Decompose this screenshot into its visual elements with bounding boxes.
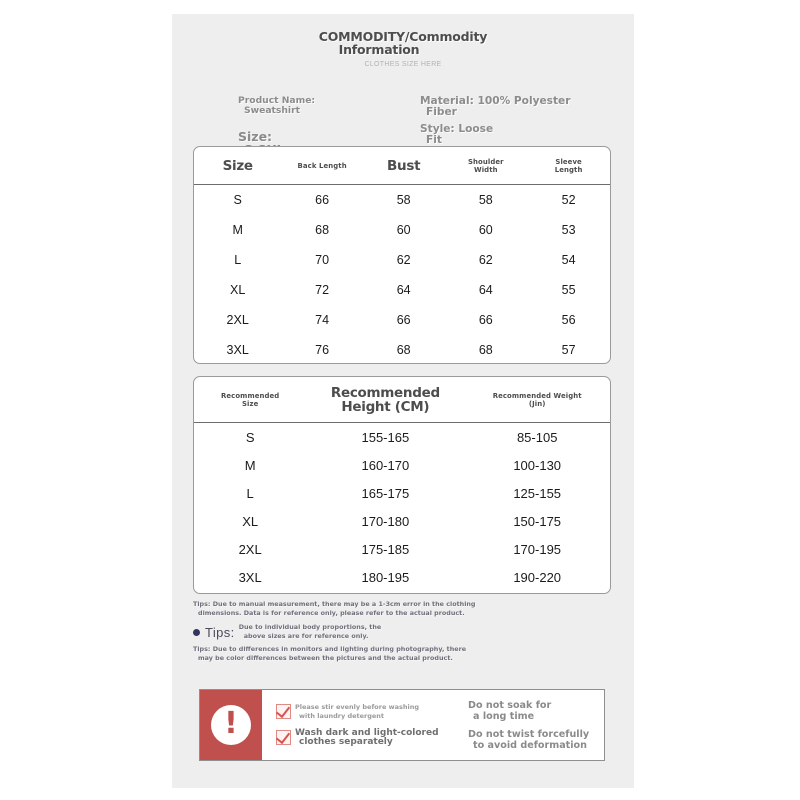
- column-header-text-line2: Length: [554, 165, 583, 174]
- recommendation-table-header: [194, 377, 610, 423]
- checkmark-icon: [276, 704, 291, 719]
- product-name-value: Sweatshirt: [244, 104, 301, 116]
- column-header-2: [306, 377, 464, 423]
- table-row: [194, 245, 610, 275]
- header-block: [172, 14, 634, 68]
- column-header-2: [281, 147, 363, 185]
- measurement-cell: 54: [561, 253, 576, 267]
- product-style-value: Fit: [426, 134, 442, 146]
- page-title: [288, 30, 518, 56]
- care-checklist: [276, 703, 462, 748]
- measurement-cell: 60: [478, 223, 493, 237]
- tip-measurement-error: [193, 600, 613, 618]
- measurement-cell: 76: [315, 343, 330, 357]
- measurement-cell: 170-180: [361, 513, 410, 529]
- care-check-text: [295, 703, 419, 722]
- product-name-label: Product Name:: [238, 95, 316, 106]
- table-row: [194, 535, 610, 563]
- measurement-cell: 53: [561, 223, 576, 237]
- measurement-cell: 55: [561, 283, 576, 297]
- measurement-cell: 66: [478, 313, 493, 327]
- column-header-text: Sleeve: [555, 157, 582, 166]
- measurement-cell: 68: [478, 343, 493, 357]
- column-header-text: Bust: [387, 157, 421, 174]
- column-header-text: Back Length: [297, 161, 347, 170]
- size-table-body: [194, 185, 610, 365]
- product-size-label: Size:: [238, 129, 273, 144]
- bullet-icon: [193, 629, 200, 636]
- measurement-cell: 72: [315, 283, 330, 297]
- checkmark-icon: [276, 730, 291, 745]
- column-header-5: [527, 147, 610, 185]
- recommendation-table: [194, 377, 610, 591]
- size-label-cell: 3XL: [226, 343, 249, 357]
- recommendation-table-card: [193, 376, 611, 594]
- measurement-cell: 70: [315, 253, 330, 267]
- warning-icon-container: [200, 690, 262, 760]
- tip-measurement-error-line1: Tips: Due to manual measurement, there may be a 1-3cm error in the clothing: [193, 600, 476, 608]
- page-title-line2: Information: [338, 42, 420, 57]
- table-row: [194, 215, 610, 245]
- size-label-cell: M: [244, 457, 256, 473]
- product-info: [172, 92, 634, 154]
- product-style-field: [420, 124, 570, 146]
- size-label-cell: L: [234, 253, 242, 267]
- product-info-right-column: [420, 96, 570, 146]
- care-warning-text: [468, 729, 604, 751]
- exclamation-glyph: !: [224, 706, 238, 741]
- column-header-text-line2: Size: [241, 399, 259, 408]
- tip-color-difference-line1: Tips: Due to differences in monitors and lighting during photography, there: [193, 645, 467, 653]
- column-header-text-line2: Width: [474, 165, 498, 174]
- measurement-cell: 180-195: [361, 569, 410, 585]
- measurement-cell: 100-130: [513, 457, 562, 473]
- size-label-cell: S: [233, 193, 242, 207]
- tip-color-difference-line2: may be color differences between the pictures and the actual product.: [198, 654, 453, 662]
- page-title-line1: COMMODITY/Commodity: [318, 29, 488, 44]
- measurement-cell: 56: [561, 313, 576, 327]
- table-row: [194, 451, 610, 479]
- measurement-cell: 62: [478, 253, 493, 267]
- measurement-cell: 125-155: [513, 485, 562, 501]
- table-row: [194, 305, 610, 335]
- care-warning-line2: a long time: [473, 710, 535, 722]
- column-header-text: Shoulder: [467, 157, 504, 166]
- tip-body-proportion-line1: Due to individual body proportions, the: [238, 623, 382, 631]
- measurement-cell: 190-220: [513, 569, 562, 585]
- measurement-cell: 155-165: [361, 429, 410, 445]
- care-check-line2: with laundry detergent: [299, 712, 385, 720]
- column-header-text-line2: (Jin): [528, 399, 546, 408]
- measurement-cell: 66: [396, 313, 411, 327]
- size-table-header: [194, 147, 610, 185]
- measurement-cell: 74: [315, 313, 330, 327]
- measurement-cell: 57: [561, 343, 576, 357]
- column-header-1: [194, 147, 281, 185]
- table-row: [194, 563, 610, 591]
- size-chart-panel: [172, 14, 634, 788]
- measurement-cell: 160-170: [361, 457, 410, 473]
- product-style-label: Style: Loose: [420, 123, 494, 135]
- size-label-cell: XL: [230, 283, 246, 297]
- table-row: [194, 275, 610, 305]
- size-label-cell: S: [245, 429, 255, 445]
- care-check-item: [276, 729, 462, 748]
- column-header-3: [363, 147, 445, 185]
- measurement-cell: 64: [478, 283, 493, 297]
- column-header-text: Recommended Weight: [492, 391, 582, 400]
- product-name-field: [238, 96, 315, 115]
- table-row: [194, 423, 610, 452]
- table-header-row: [194, 377, 610, 423]
- care-check-line1: Wash dark and light-colored: [295, 727, 439, 738]
- tips-label: Tips:: [205, 624, 235, 640]
- size-label-cell: 2XL: [238, 541, 262, 557]
- measurement-cell: 150-175: [513, 513, 562, 529]
- measurement-cell: 60: [396, 223, 411, 237]
- page-subtitle: CLOTHES SIZE HERE: [364, 61, 442, 68]
- measurement-cell: 52: [561, 193, 576, 207]
- measurement-cell: 85-105: [516, 429, 558, 445]
- care-warning-text: [468, 700, 604, 722]
- size-measurement-table: [194, 147, 610, 364]
- care-check-item: [276, 703, 462, 722]
- measurement-cell: 170-195: [513, 541, 562, 557]
- tip-body-proportion: [193, 623, 613, 641]
- size-label-cell: XL: [242, 513, 259, 529]
- table-row: [194, 479, 610, 507]
- measurement-cell: 175-185: [361, 541, 410, 557]
- column-header-1: [194, 377, 306, 423]
- tip-body-proportion-line2: above sizes are for reference only.: [243, 632, 369, 640]
- measurement-cell: 58: [478, 193, 493, 207]
- measurement-cell: 165-175: [361, 485, 410, 501]
- care-check-line1: Please stir evenly before washing: [295, 702, 420, 711]
- care-instructions-panel: [199, 689, 605, 761]
- size-measurement-table-card: [193, 146, 611, 364]
- column-header-text: Recommended: [330, 384, 440, 401]
- measurement-cell: 68: [396, 343, 411, 357]
- measurement-cell: 58: [396, 193, 411, 207]
- care-instructions-body: [262, 690, 604, 760]
- table-row: [194, 335, 610, 364]
- care-warnings: [462, 700, 604, 751]
- column-header-text: Recommended: [220, 391, 280, 400]
- care-warning-line1: Do not twist forcefully: [468, 728, 590, 740]
- exclamation-icon: [211, 705, 251, 745]
- product-material-value: Fiber: [426, 106, 457, 118]
- care-check-line2: clothes separately: [299, 737, 393, 747]
- tip-body-proportion-text: [239, 623, 382, 641]
- table-header-row: [194, 147, 610, 185]
- product-material-label: Material: 100% Polyester: [420, 95, 571, 107]
- size-label-cell: 2XL: [226, 313, 249, 327]
- size-label-cell: M: [232, 223, 243, 237]
- table-row: [194, 185, 610, 216]
- measurement-cell: 66: [315, 193, 330, 207]
- measurement-cell: 64: [396, 283, 411, 297]
- recommendation-table-body: [194, 423, 610, 592]
- column-header-text-line2: Height (CM): [341, 398, 430, 415]
- column-header-4: [444, 147, 527, 185]
- tip-color-difference: [193, 645, 613, 663]
- column-header-3: [464, 377, 610, 423]
- product-material-field: [420, 96, 570, 118]
- size-label-cell: 3XL: [238, 569, 262, 585]
- table-row: [194, 507, 610, 535]
- tip-measurement-error-line2: dimensions. Data is for reference only, please refer to the actual product.: [198, 609, 465, 617]
- column-header-text: Size: [222, 157, 253, 174]
- measurement-cell: 68: [315, 223, 330, 237]
- tips-area: [193, 600, 613, 663]
- care-warning-line2: to avoid deformation: [473, 739, 587, 751]
- size-label-cell: L: [246, 485, 254, 501]
- care-warning-line1: Do not soak for: [468, 699, 552, 711]
- care-check-text: [295, 729, 439, 748]
- measurement-cell: 62: [396, 253, 411, 267]
